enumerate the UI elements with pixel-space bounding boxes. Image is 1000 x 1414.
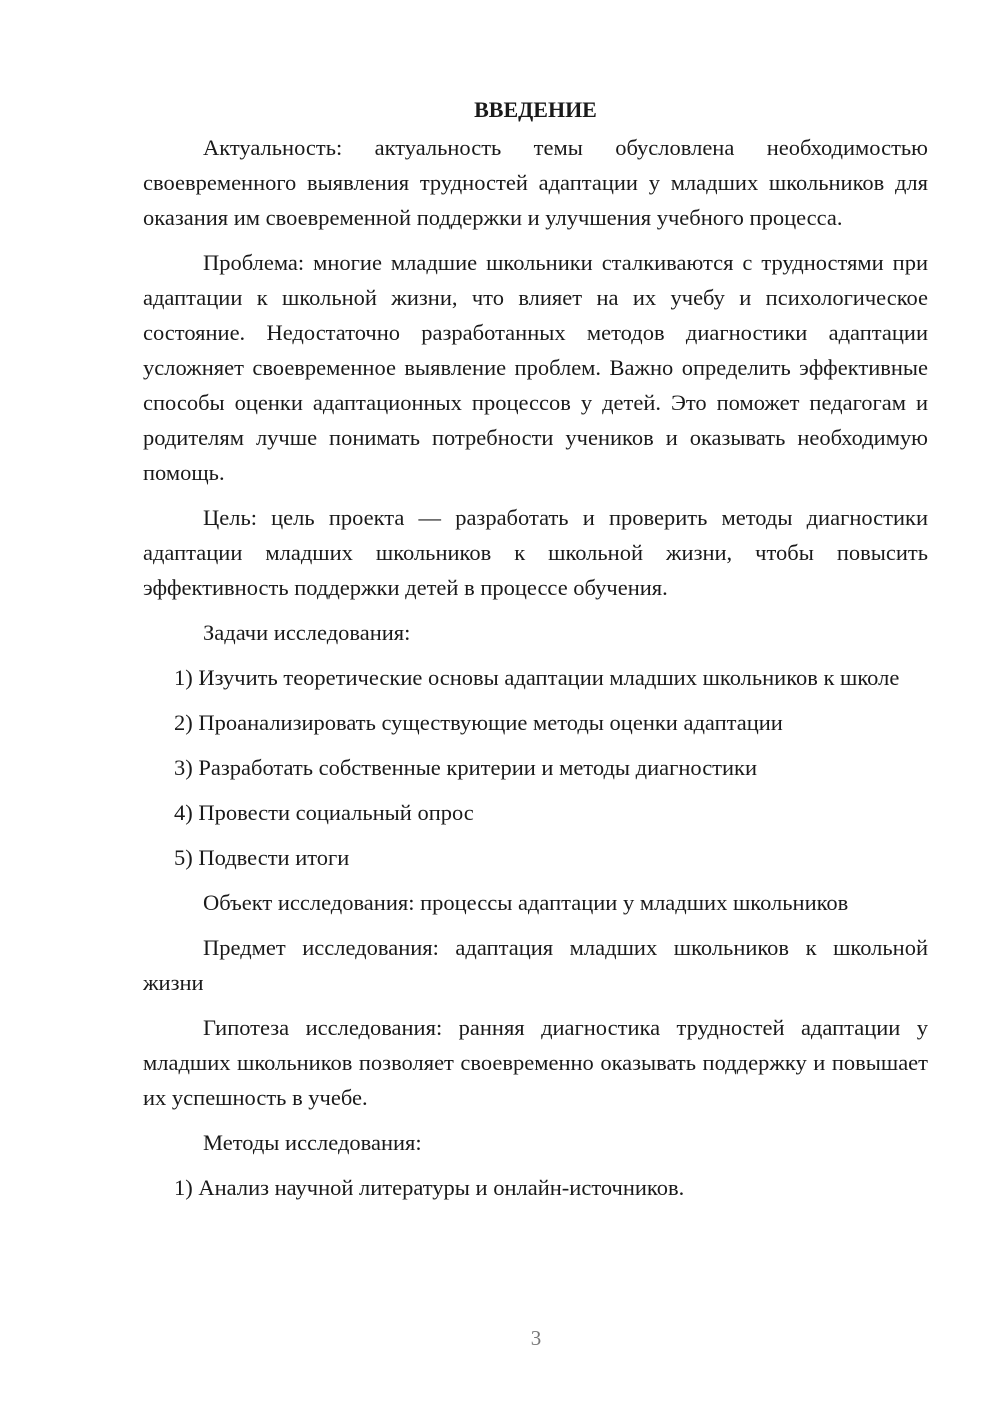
methods-heading: Методы исследования: bbox=[203, 1130, 422, 1155]
tasks-heading: Задачи исследования: bbox=[203, 620, 411, 645]
task-item: 4) Провести социальный опрос bbox=[174, 800, 474, 825]
problem-paragraph: Проблема: многие младшие школьники сталкиваются с трудностями при адаптации к школьной жизни, что влияет на их учебу и психологическое состояние. Недостаточно разработанных методов диагностики адаптации усложняет своевременное выявление проблем. Важно определить эффективные способы оценки адаптационных процессов у детей. Это поможет педагогам и родителям лучше понимать потребности учеников и оказывать необходимую помощь. bbox=[143, 250, 928, 485]
goal-paragraph: Цель: цель проекта — разработать и проверить методы диагностики адаптации младших школьников к школьной жизни, чтобы повысить эффективность поддержки детей в процессе обучения. bbox=[143, 505, 928, 600]
page-number: 3 bbox=[530, 1326, 542, 1350]
task-item: 1) Изучить теоретические основы адаптации младших школьников к школе bbox=[174, 665, 900, 690]
task-item: 5) Подвести итоги bbox=[174, 845, 350, 870]
task-item: 3) Разработать собственные критерии и методы диагностики bbox=[174, 755, 758, 780]
method-item: 1) Анализ научной литературы и онлайн-источников. bbox=[174, 1175, 685, 1200]
subject-paragraph: Предмет исследования: адаптация младших школьников к школьной жизни bbox=[143, 935, 928, 995]
object-paragraph: Объект исследования: процессы адаптации у младших школьников bbox=[203, 890, 849, 915]
hypothesis-paragraph: Гипотеза исследования: ранняя диагностика трудностей адаптации у младших школьников позволяет своевременно оказывать поддержку и повышает их успешность в учебе. bbox=[143, 1015, 928, 1110]
page-content bbox=[143, 92, 928, 1215]
page-title: ВВЕДЕНИЕ bbox=[474, 97, 597, 122]
relevance-paragraph: Актуальность: актуальность темы обусловлена необходимостью своевременного выявления трудностей адаптации у младших школьников для оказания им своевременной поддержки и улучшения учебного процесса. bbox=[143, 135, 928, 230]
task-item: 2) Проанализировать существующие методы оценки адаптации bbox=[174, 710, 783, 735]
